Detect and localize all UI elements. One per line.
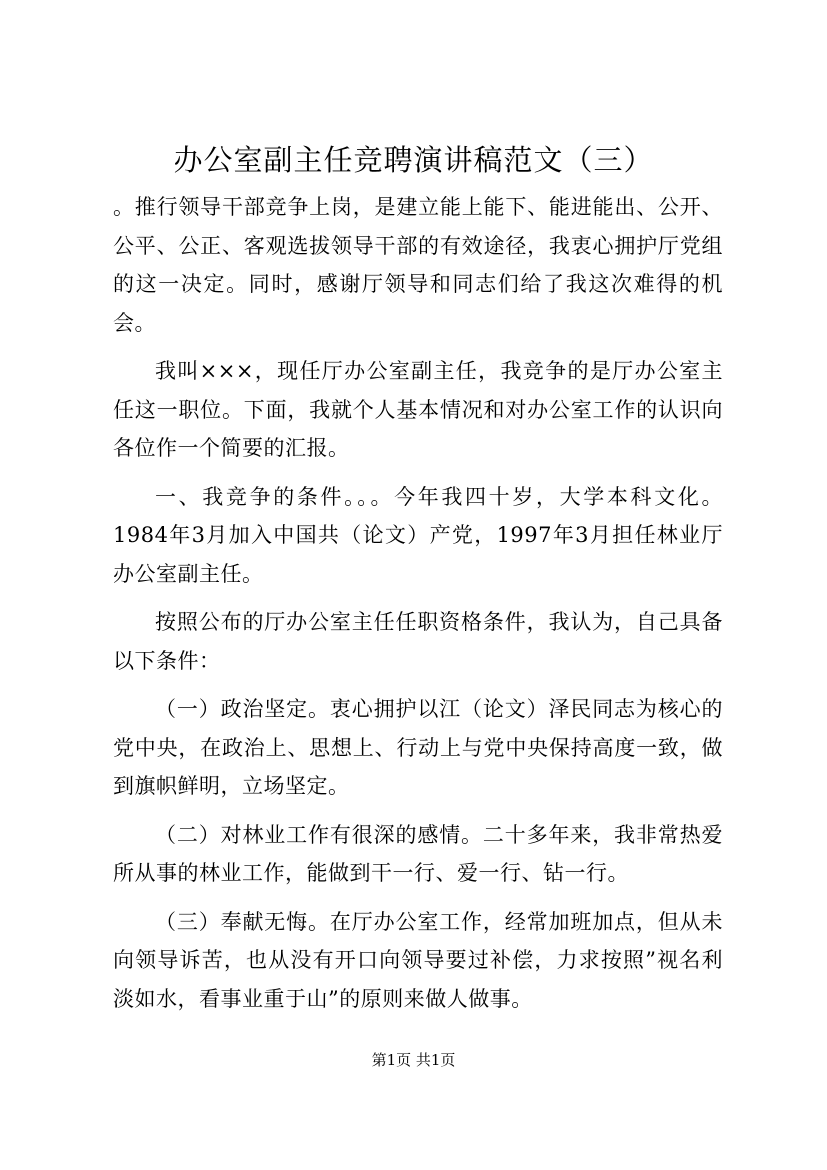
document-body: [113, 188, 723, 1018]
paragraph: （二）对林业工作有很深的感情。二十多年来，我非常热爱所从事的林业工作，能做到干一行、爱一行、钻一行。: [113, 822, 723, 885]
paragraph: （三）奉献无悔。在厅办公室工作，经常加班加点，但从未向领导诉苦，也从没有开口向领导要过补偿，力求按照”视名利淡如水，看事业重于山”的原则来做人做事。: [113, 909, 723, 1011]
document-title: 办公室副主任竞聘演讲稿范文（三）: [173, 143, 654, 177]
paragraph: 一、我竞争的条件。。。今年我四十岁，大学本科文化。1984年3月加入中国共（论文）产党，1997年3月担任林业厅办公室副主任。: [113, 484, 723, 586]
paragraph: （一）政治坚定。衷心拥护以江（论文）泽民同志为核心的党中央，在政治上、思想上、行动上与党中央保持高度一致，做到旗帜鲜明，立场坚定。: [113, 697, 723, 798]
paragraph: 。推行领导干部竞争上岗，是建立能上能下、能进能出、公开、公平、公正、客观选拔领导干部的有效途径，我衷心拥护厅党组的这一决定。同时，感谢厅领导和同志们给了我这次难得的机会。: [113, 195, 723, 335]
paragraph: 按照公布的厅办公室主任任职资格条件，我认为，自己具备以下条件：: [113, 610, 723, 673]
page-footer: 第1页 共1页: [371, 1051, 456, 1069]
paragraph: 我叫×××，现任厅办公室副主任，我竞争的是厅办公室主任这一职位。下面，我就个人基本情况和对办公室工作的认识向各位作一个简要的汇报。: [113, 359, 723, 460]
